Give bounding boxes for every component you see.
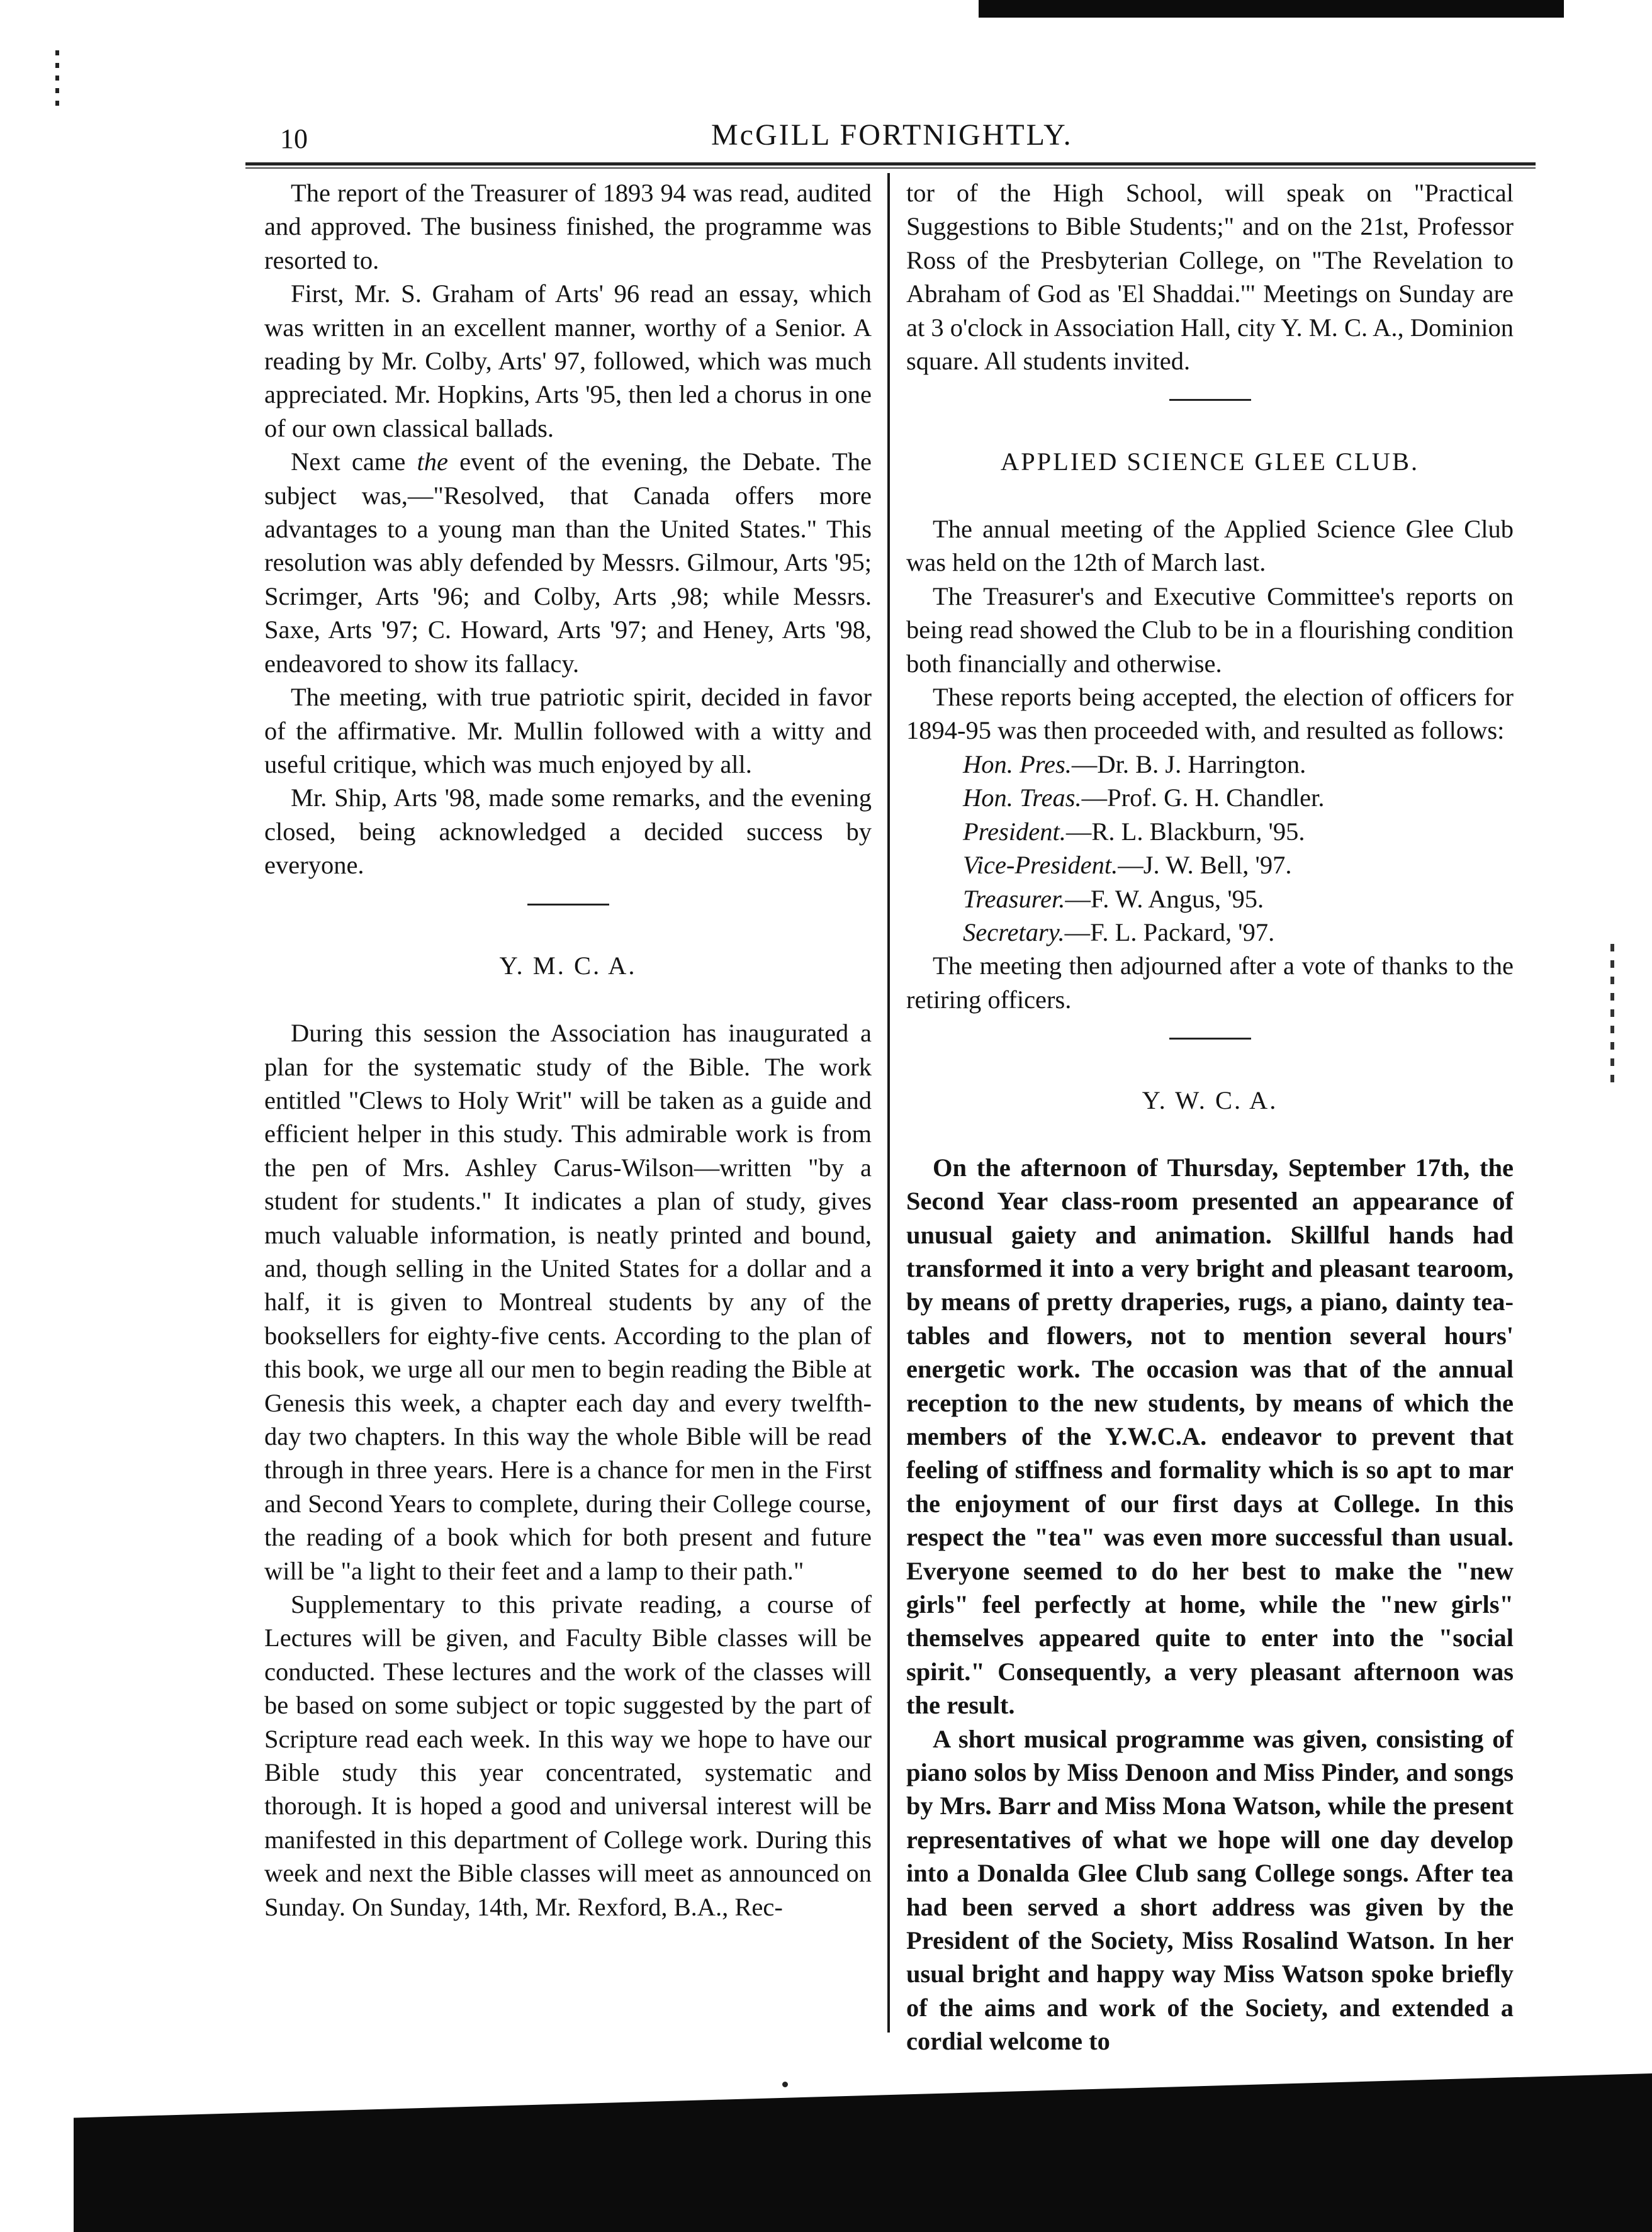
officer-line <box>963 815 1514 848</box>
ywca-musical-paragraph: A short musical programme was given, consisting of piano solos by Miss Denoon and Miss Pinder, and songs by Mrs. Barr and Miss Mona Watson, while the present representatives of what we hope will one day develop into a Donalda Glee Club sang College songs. After tea had been served a short address was given by the President of the Society, Miss Rosalind Watson. In her usual bright and happy way Miss Watson spoke briefly of the aims and work of the Society, and extended a cordial welcome to <box>906 1724 1514 2056</box>
glee-annual-meeting-paragraph: The annual meeting of the Applied Science Glee Club was held on the 12th of March last. <box>906 515 1514 577</box>
column-divider <box>887 173 890 2033</box>
officer-name: —Dr. B. J. Harrington. <box>1071 749 1306 778</box>
officer-line <box>963 748 1514 781</box>
page-header-title: McGILL FORTNIGHTLY. <box>711 118 1073 152</box>
programme-paragraph: First, Mr. S. Graham of Arts' 96 read an essay, which was written in an excellent manner, worthy of a Senior. A reading by Mr. Colby, Arts' 97, followed, which was much appreciated. Mr. Hopkins, Arts '95, then led a chorus in one of our own classical ballads. <box>264 279 872 442</box>
page-number: 10 <box>280 123 308 154</box>
ymca-heading: Y. M. C. A. <box>499 951 637 980</box>
margin-mark <box>55 50 59 107</box>
officers-list <box>906 748 1514 949</box>
section-separator <box>264 882 872 950</box>
ywca-body <box>906 1151 1514 2058</box>
ywca-heading: Y. W. C. A. <box>1142 1085 1278 1114</box>
left-column <box>264 176 872 1924</box>
officer-name: —F. L. Packard, '97. <box>1064 917 1275 946</box>
officer-title: President. <box>963 817 1066 846</box>
officer-name: —Prof. G. H. Chandler. <box>1081 783 1325 812</box>
glee-club-heading: APPLIED SCIENCE GLEE CLUB. <box>1000 447 1420 476</box>
officer-title: Hon. Pres. <box>963 749 1072 778</box>
section-separator <box>906 1016 1514 1084</box>
officer-line <box>963 882 1514 916</box>
officer-name: —J. W. Bell, '97. <box>1118 851 1292 880</box>
right-column <box>906 176 1514 2058</box>
ywca-reception-paragraph: On the afternoon of Thursday, September 17th, the Second Year class-room presented an appearance of unusual gaiety and animation. Skillful hands had transformed it into a very bright and pleasant tearoom, by means of pretty draperies, rugs, a piano, dainty tea-tables and flowers, not to mention several hours' energetic work. The occasion was that of the annual reception to the new students, by means of which the members of the Y.W.C.A. endeavor to prevent that feeling of stiffness and formality which is so apt to mar the enjoyment of our first days at College. In this respect the "tea" was even more successful than usual. Everyone seemed to do her best to make the "new girls" feel perfectly at home, while the "new girls" themselves appeared quite to enter into the "social spirit." Consequently, a very pleasant afternoon was the result. <box>906 1153 1514 1720</box>
officer-title: Secretary. <box>963 917 1065 946</box>
meeting-decision-paragraph: The meeting, with true patriotic spirit, decided in favor of the affirmative. Mr. Mullin followed with a witty and useful critique, which was much enjoyed by all. <box>264 683 872 778</box>
debate-italic-word: the <box>417 447 448 476</box>
officer-line <box>963 916 1514 949</box>
officer-name: —R. L. Blackburn, '95. <box>1065 817 1305 846</box>
ymca-continued-paragraph: tor of the High School, will speak on "Practical Suggestions to Bible Students;" and on the 21st, Professor Ross of the Presbyterian College, on "The Revelation to Abraham of God as 'El Shaddai.'" Meetings on Sunday are at 3 o'clock in Association Hall, city Y. M. C. A., Dominion square. All students invited. <box>906 179 1514 376</box>
officer-name: —F. W. Angus, '95. <box>1065 884 1264 913</box>
ymca-lectures-paragraph: Supplementary to this private reading, a course of Lectures will be given, and Faculty Bible classes will be conducted. These lectures and the work of the classes will be based on some subject or topic suggested by the part of Scripture read each week. In this way we hope to have our Bible study this year concentrated, systematic and thorough. It is hoped a good and universal interest will be manifested in this department of College work. During this week and next the Bible classes will meet as announced on Sunday. On Sunday, 14th, Mr. Rexford, B.A., Rec- <box>264 1590 872 1921</box>
scan-bottom-bar <box>74 2073 1652 2232</box>
debate-text-rest: event of the evening, the Debate. The subject was,—"Resolved, that Canada offers more advantages to a young man than the United States." This resolution was ably defended by Messrs. Gilmour, Arts '95; Scrimger, Arts '96; and Colby, Arts ,98; while Messrs. Saxe, Arts '97; C. Howard, Arts '97; and Heney, Arts '98, endeavored to show its fallacy. <box>264 447 872 678</box>
debate-paragraph <box>264 445 872 680</box>
officer-title: Hon. Treas. <box>963 783 1082 812</box>
glee-reports-paragraph: The Treasurer's and Executive Committee's reports on being read showed the Club to be in a flourishing condition both financially and otherwise. <box>906 581 1514 678</box>
treasurer-report-paragraph: The report of the Treasurer of 1893 94 was read, audited and approved. The business finished, the programme was resorted to. <box>264 179 872 274</box>
officer-line <box>963 781 1514 814</box>
glee-election-paragraph: These reports being accepted, the election of officers for 1894-95 was then proceeded with, and resulted as follows: <box>906 683 1514 745</box>
glee-adjourned-paragraph: The meeting then adjourned after a vote of thanks to the retiring officers. <box>906 951 1514 1014</box>
scan-edge-mark <box>1610 944 1614 1082</box>
section-separator <box>906 378 1514 445</box>
scan-top-bar <box>979 0 1564 18</box>
closing-remarks-paragraph: Mr. Ship, Arts '98, made some remarks, and the evening closed, being acknowledged a decided success by everyone. <box>264 783 872 880</box>
scan-dot <box>782 2082 788 2087</box>
header-rule <box>245 162 1536 169</box>
debate-text-start: Next came <box>291 447 417 476</box>
ymca-bible-study-paragraph: During this session the Association has inaugurated a plan for the systematic study of the Bible. The work entitled "Clews to Holy Writ" will be taken as a guide and efficient helper in this study. This admirable work is from the pen of Mrs. Ashley Carus-Wilson—written "by a student for students." It indicates a plan of study, gives much valuable information, is neatly printed and bound, and, though selling in the United States for a dollar and a half, it is given to Montreal students by any of the booksellers for eighty-five cents. According to the plan of this book, we urge all our men to begin reading the Bible at Genesis this week, a chapter each day and every twelfth-day two chapters. In this way the whole Bible will be read through in three years. Here is a chance for men in the First and Second Years to complete, during their College course, the reading of a book which for both present and future will be "a light to their feet and a lamp to their path." <box>264 1019 872 1585</box>
officer-line <box>963 848 1514 882</box>
officer-title: Treasurer. <box>963 884 1065 913</box>
officer-title: Vice-President. <box>963 851 1118 880</box>
